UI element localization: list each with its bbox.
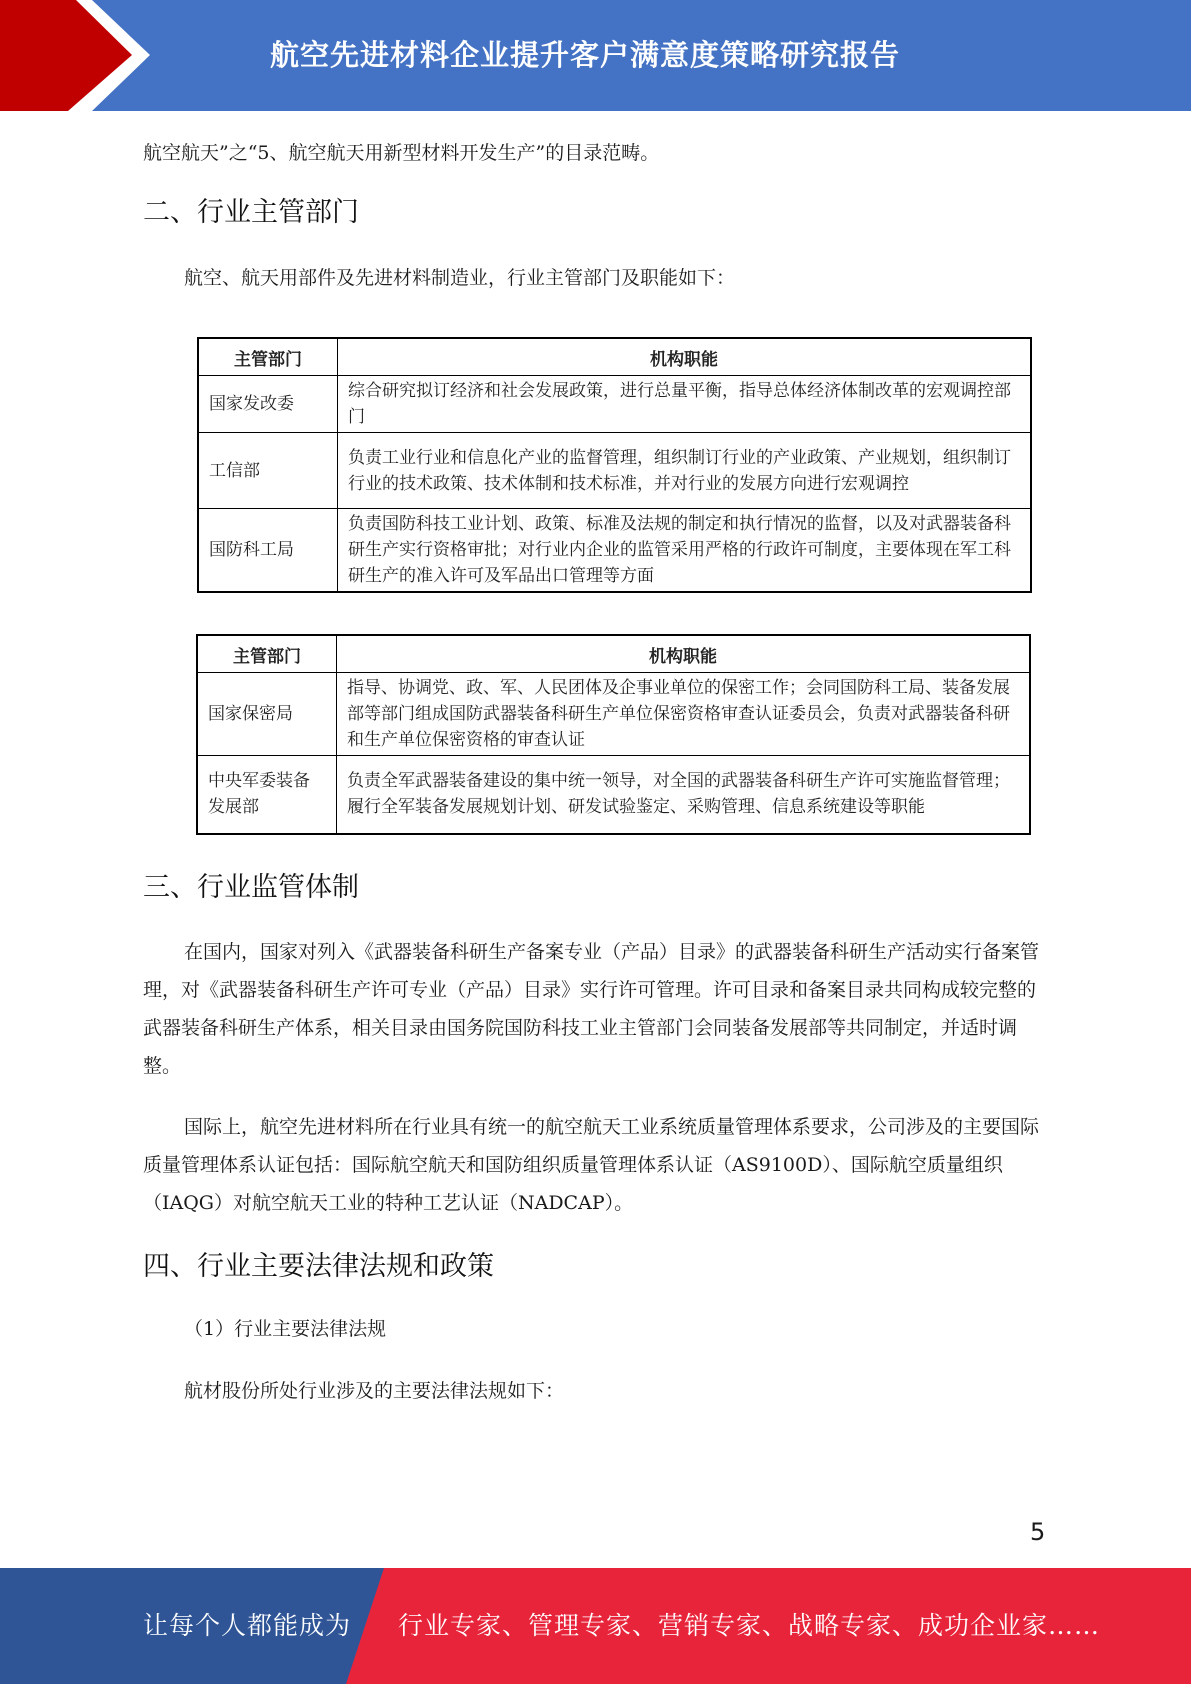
section-4-subheading: （1）行业主要法律法规 (184, 1318, 387, 1340)
section-3-paragraph-2: 国际上，航空先进材料所在行业具有统一的航空航天工业系统质量管理体系要求，公司涉及的主要国际质量管理体系认证包括：国际航空航天和国防组织质量管理体系认证（AS9100D）、国际航空质量组织（IAQG）对航空航天工业的特种工艺认证（NADCAP）。 (143, 1116, 1040, 1214)
intro-line: 航空航天”之“5、航空航天用新型材料开发生产”的目录范畴。 (143, 142, 660, 164)
function-cell: 综合研究拟订经济和社会发展政策，进行总量平衡，指导总体经济体制改革的宏观调控部门 (338, 376, 1032, 433)
table-header-row (198, 338, 1031, 376)
departments-table-1 (197, 337, 1032, 593)
page-footer (0, 1568, 1191, 1684)
departments-table-2 (196, 634, 1031, 835)
function-cell: 负责全军武器装备建设的集中统一领导，对全国的武器装备科研生产许可实施监督管理；履行全军装备发展规划计划、研发试验鉴定、采购管理、信息系统建设等职能 (337, 756, 1031, 834)
function-cell: 指导、协调党、政、军、人民团体及企事业单位的保密工作；会同国防科工局、装备发展部等部门组成国防武器装备科研生产单位保密资格审查认证委员会，负责对武器装备科研和生产单位保密资格的审查认证 (337, 673, 1031, 756)
table-row (197, 673, 1030, 756)
dept-cell: 中央军委装备发展部 (197, 756, 337, 834)
section-3-paragraph-1: 在国内，国家对列入《武器装备科研生产备案专业（产品）目录》的武器装备科研生产活动实行备案管理，对《武器装备科研生产许可专业（产品）目录》实行许可管理。许可目录和备案目录共同构成较完整的武器装备科研生产体系，相关目录由国务院国防科技工业主管部门会同装备发展部等共同制定，并适时调整。 (143, 941, 1040, 1077)
section-3-heading: 三、行业监管体制 (143, 872, 359, 903)
column-header-function: 机构职能 (338, 338, 1032, 376)
section-4-heading: 四、行业主要法律法规和政策 (143, 1251, 494, 1282)
column-header-dept: 主管部门 (197, 635, 337, 673)
page-number: 5 (1030, 1518, 1046, 1546)
function-cell: 负责工业行业和信息化产业的监督管理，组织制订行业的产业政策、产业规划，组织制订行业的技术政策、技术体制和技术标准，并对行业的发展方向进行宏观调控 (338, 433, 1032, 509)
footer-slogan-right: 行业专家、管理专家、营销专家、战略专家、成功企业家…… (398, 1611, 1101, 1640)
table-row (197, 756, 1030, 834)
footer-slogan-left: 让每个人都能成为 (143, 1611, 352, 1640)
dept-cell: 国家保密局 (197, 673, 337, 756)
page-header (0, 0, 1191, 111)
section-2-heading: 二、行业主管部门 (143, 197, 359, 228)
column-header-function: 机构职能 (337, 635, 1031, 673)
report-title: 航空先进材料企业提升客户满意度策略研究报告 (270, 38, 901, 72)
section-2-intro: 航空、航天用部件及先进材料制造业，行业主管部门及职能如下： (184, 267, 736, 289)
table-header-row (197, 635, 1030, 673)
section-4-intro: 航材股份所处行业涉及的主要法律法规如下： (184, 1380, 565, 1402)
dept-cell: 国防科工局 (198, 509, 338, 593)
table-row (198, 433, 1031, 509)
dept-cell: 国家发改委 (198, 376, 338, 433)
table-row (198, 376, 1031, 433)
function-cell: 负责国防科技工业计划、政策、标准及法规的制定和执行情况的监督，以及对武器装备科研生产实行资格审批；对行业内企业的监管采用严格的行政许可制度，主要体现在军工科研生产的准入许可及军品出口管理等方面 (338, 509, 1032, 593)
table-row (198, 509, 1031, 593)
column-header-dept: 主管部门 (198, 338, 338, 376)
header-arrow-decoration (0, 0, 160, 111)
dept-cell: 工信部 (198, 433, 338, 509)
